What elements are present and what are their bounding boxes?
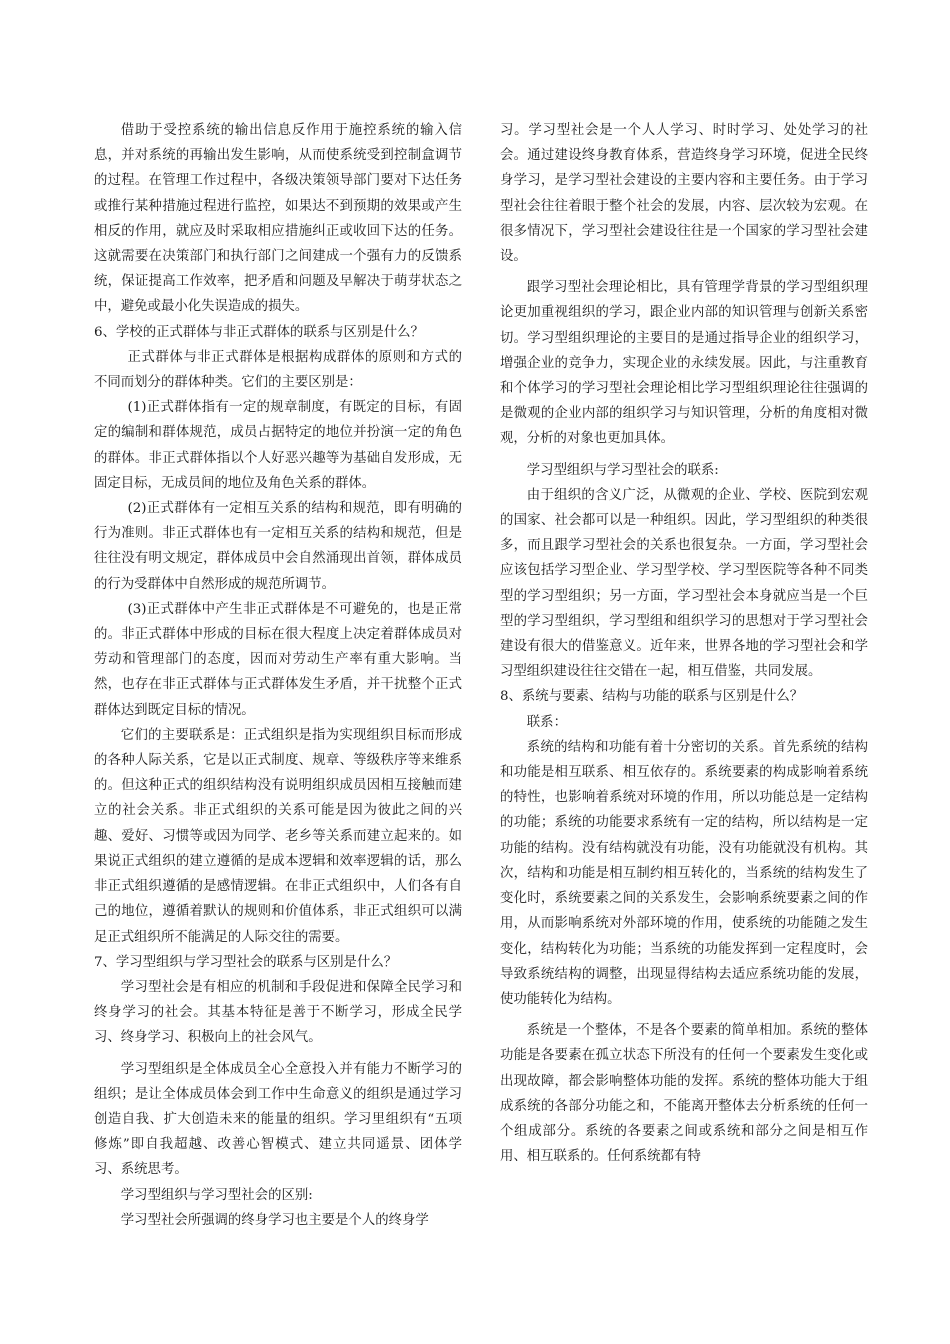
question-6-heading: 6、学校的正式群体与非正式群体的联系与区别是什么？ bbox=[94, 324, 424, 340]
paragraph-org-theory: 跟学习型社会理论相比，具有管理学背景的学习型组织理论更加重视组织的学习，跟企业内部的知识管理与创新关系密切。学习型组织理论的主要目的是通过指导企业的组织学习，增强企业的竞争力，实现企业的永续发展。因此，与注重教育和个体学习的学习型社会理论相比学习型组织理论往往强调的是微观的企业内部的组织学习与知识管理，分析的角度相对微观，分析的对象也更加具体。 bbox=[500, 280, 868, 447]
paragraph-group-connection: 它们的主要联系是：正式组织是指为实现组织目标而形成的各种人际关系，它是以正式制度、规章、等级秩序等来维系的。但这种正式的组织结构没有说明组织成员因相互接触而建立的社会关系。非正式组织的关系可能是因为彼此之间的兴趣、爱好、习惯等或因为同学、老乡等关系而建立起来的。如果说正式组织的建立遵循的是成本逻辑和效率逻辑的话，那么非正式组织遵循的是感情逻辑。在非正式组织中，人们各有自己的地位，遵循着默认的规则和价值体系，非正式组织可以满足正式组织所不能满足的人际交往的需要。 bbox=[94, 727, 462, 945]
subheading-connections: 学习型组织与学习型社会的联系: bbox=[526, 462, 719, 478]
paragraph-learning-society: 学习型社会是有相应的机制和手段促进和保障全民学习和终身学习的社会。其基本特征是善于不断学习，形成全民学习、终身学习、积极向上的社会风气。 bbox=[94, 979, 462, 1046]
paragraph-difference-1: (1)正式群体指有一定的规章制度，有既定的目标，有固定的编制和群体规范，成员占据特定的地位并扮演一定的角色的群体。非正式群体指以个人好恶兴趣等为基础自发形成，无固定目标，无成员间的地位及角色关系的群体。 bbox=[94, 400, 462, 491]
paragraph-feedback: 借助于受控系统的输出信息反作用于施控系统的输入信息，并对系统的再输出发生影响，从而使系统受到控制盒调节的过程。在管理工作过程中，各级决策领导部门要对下达任务或推行某种措施过程进行监控，如果达不到预期的效果或产生相反的作用，就应及时采取相应措施纠正或收回下达的任务。这就需要在决策部门和执行部门之间建成一个强有力的反馈系统，保证提高工作效率，把矛盾和问题及早解决于萌芽状态之中，避免或最小化失误造成的损失。 bbox=[94, 123, 462, 315]
subheading-differences: 学习型组织与学习型社会的区别: bbox=[120, 1187, 313, 1203]
paragraph-lifelong-learning: 学习型社会所强调的终身学习也主要是个人的终身学 bbox=[120, 1212, 429, 1228]
paragraph-group-types: 正式群体与非正式群体是根据构成群体的原则和方式的不同而划分的群体种类。它们的主要区别是： bbox=[94, 349, 462, 391]
paragraph-society-continued: 习。学习型社会是一个人人学习、时时学习、处处学习的社会。通过建设终身教育体系，营造终身学习环境，促进全民终身学习，是学习型社会建设的主要内容和主要任务。由于学习型社会往往着眼于整个社会的发展，内容、层次较为宏观。在很多情况下，学习型社会建设往往是一个国家的学习型社会建设。 bbox=[500, 123, 868, 265]
right-column bbox=[500, 118, 868, 1169]
paragraph-structure-function: 系统的结构和功能有着十分密切的关系。首先系统的结构和功能是相互联系、相互依存的。系统要素的构成影响着系统的特性，也影响着系统对环境的作用，所以功能总是一定结构的功能；系统的功能要求系统有一定的结构，所以结构是一定功能的结构。没有结构就没有功能，没有功能就没有机构。其次，结构和功能是相互制约相互转化的，当系统的结构发生了变化时，系统要素之间的关系发生，会影响系统要素之间的作用，从而影响系统对外部环境的作用，使系统的功能随之发生变化，结构转化为功能；当系统的功能发挥到一定程度时，会导致系统结构的调整，出现显得结构去适应系统功能的发展，使功能转化为结构。 bbox=[500, 739, 868, 1007]
paragraph-learning-organization: 学习型组织是全体成员全心全意投入并有能力不断学习的组织；是让全体成员体会到工作中生命意义的组织是通过学习创造自我、扩大创造未来的能量的组织。学习里组织有“五项修炼”即自我超越、改善心智模式、建立共同遥景、团体学习、系统思考。 bbox=[94, 1061, 462, 1178]
question-8-heading: 8、系统与要素、结构与功能的联系与区别是什么？ bbox=[500, 689, 804, 705]
paragraph-org-connections: 由于组织的含义广泛，从微观的企业、学校、医院到宏观的国家、社会都可以是一种组织。因此，学习型组织的种类很多，而且跟学习型社会的关系也很复杂。一方面，学习型社会应该包括学习型企业、学习型学校、学习型医院等各种不同类型的学习型组织；另一方面，学习型社会本身就应当是一个巨型的学习型组织，学习型组和组织学习的思想对于学习型社会建设有很大的借鉴意义。近年来，世界各地的学习型社会和学习型组织建设往往交错在一起，相互借鉴，共同发展。 bbox=[500, 487, 868, 680]
paragraph-difference-2: (2)正式群体有一定相互关系的结构和规范，即有明确的行为准则。非正式群体也有一定相互关系的结构和规范，但是往往没有明文规定，群体成员中会自然涌现出首领，群体成员的行为受群体中自然形成的规范所调节。 bbox=[94, 501, 462, 592]
subheading-link: 联系： bbox=[526, 714, 567, 730]
left-column bbox=[94, 118, 462, 1233]
question-7-heading: 7、学习型组织与学习型社会的联系与区别是什么？ bbox=[94, 954, 398, 970]
paragraph-system-whole: 系统是一个整体，不是各个要素的简单相加。系统的整体功能是各要素在孤立状态下所没有的任何一个要素发生变化或出现故障，都会影响整体功能的发挥。系统的整体功能大于组成系统的各部分功能之和，不能离开整体去分析系统的任何一个组成部分。系统的各要素之间或系统和部分之间是相互作用、相互联系的。任何系统都有特 bbox=[500, 1023, 868, 1165]
paragraph-difference-3: (3)正式群体中产生非正式群体是不可避免的，也是正常的。非正式群体中形成的目标在很大程度上决定着群体成员对劳动和管理部门的态度，因而对劳动生产率有重大影响。当然，也存在非正式群体与正式群体发生矛盾，并干扰整个正式群体达到既定目标的情况。 bbox=[94, 601, 462, 718]
